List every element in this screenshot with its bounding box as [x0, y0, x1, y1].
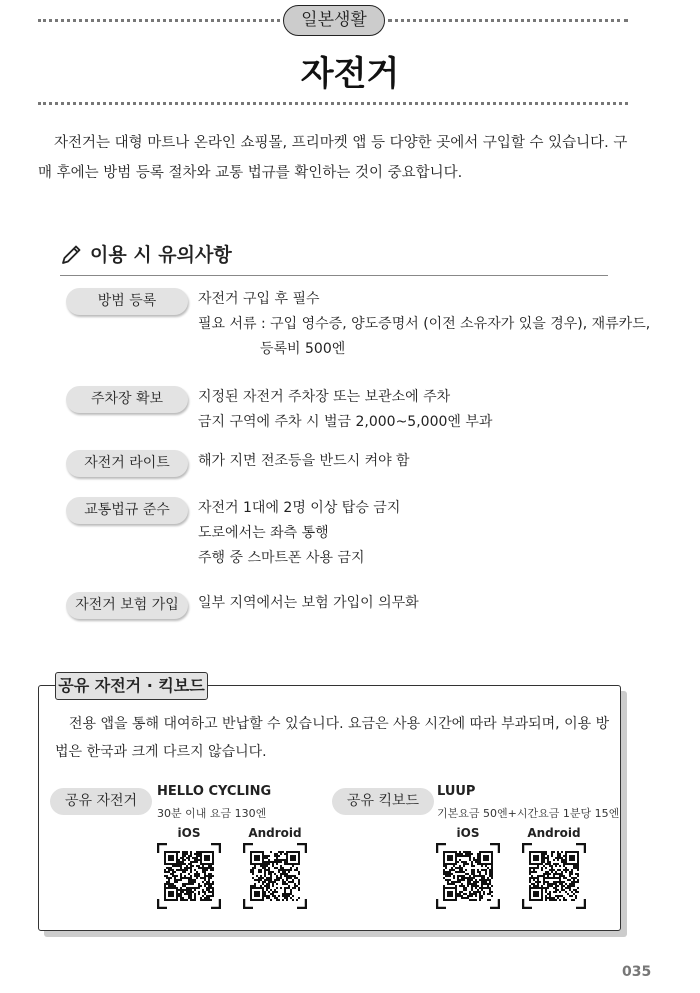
note-line: 자전거 구입 후 필수 [198, 291, 320, 307]
notes-heading [60, 240, 232, 267]
note-line: 등록비 500엔 [260, 341, 346, 357]
divider [388, 19, 628, 22]
category-badge: 일본생활 [283, 5, 385, 36]
price-text: 기본요금 50엔+시간요금 1분당 15엔 [437, 807, 620, 820]
pencil-icon [60, 242, 84, 266]
note-label: 방범 등록 [66, 288, 188, 315]
note-text [198, 287, 650, 362]
note-line: 지정된 자전거 주차장 또는 보관소에 주차 [198, 389, 451, 405]
note-line: 해가 지면 전조등을 반드시 켜야 함 [198, 453, 410, 469]
note-label: 주차장 확보 [66, 386, 188, 413]
divider [38, 102, 628, 105]
note-label: 자전거 라이트 [66, 450, 188, 477]
qr-code[interactable] [522, 843, 586, 909]
note-line: 주행 중 스마트폰 사용 금지 [198, 550, 365, 566]
service-label: 공유 자전거 [50, 788, 152, 815]
app-name: LUUP [437, 784, 476, 799]
intro-paragraph: 자전거는 대형 마트나 온라인 쇼핑몰, 프리마켓 앱 등 다양한 곳에서 구입할 수 있습니다. 구매 후에는 방범 등록 절차와 교통 법규를 확인하는 것이 중요합니다. [38, 135, 628, 181]
heading-underline [60, 275, 608, 276]
qr-code[interactable] [157, 843, 221, 909]
app-name: HELLO CYCLING [157, 784, 272, 799]
note-text [198, 591, 419, 616]
android-label: Android [248, 826, 302, 840]
page-title: 자전거 [300, 54, 400, 94]
sharing-title: 공유 자전거 · 킥보드 [55, 672, 208, 700]
note-line: 자전거 1대에 2명 이상 탑승 금지 [198, 500, 401, 516]
ios-label: iOS [456, 826, 480, 840]
service-label: 공유 킥보드 [332, 788, 434, 815]
note-text [198, 496, 400, 571]
notes-heading-text: 이용 시 유의사항 [90, 244, 232, 266]
note-line: 도로에서는 좌측 통행 [198, 525, 329, 541]
price-text: 30분 이내 요금 130엔 [157, 807, 267, 820]
sharing-paragraph: 전용 앱을 통해 대여하고 반납할 수 있습니다. 요금은 사용 시간에 따라 부과되며, 이용 방법은 한국과 크게 다르지 않습니다. [55, 716, 610, 760]
note-text [198, 449, 410, 474]
note-label: 자전거 보험 가입 [66, 592, 188, 619]
ios-label: iOS [177, 826, 201, 840]
android-label: Android [527, 826, 581, 840]
divider [38, 19, 280, 22]
note-text [198, 385, 492, 435]
page-number: 035 [622, 964, 652, 980]
note-line: 필요 서류 : 구입 영수증, 양도증명서 (이전 소유자가 있을 경우), 재류카드, [198, 316, 651, 332]
qr-code[interactable] [243, 843, 307, 909]
note-label: 교통법규 준수 [66, 497, 188, 524]
qr-code[interactable] [436, 843, 500, 909]
note-line: 금지 구역에 주차 시 벌금 2,000~5,000엔 부과 [198, 414, 493, 430]
note-line: 일부 지역에서는 보험 가입이 의무화 [198, 595, 419, 611]
